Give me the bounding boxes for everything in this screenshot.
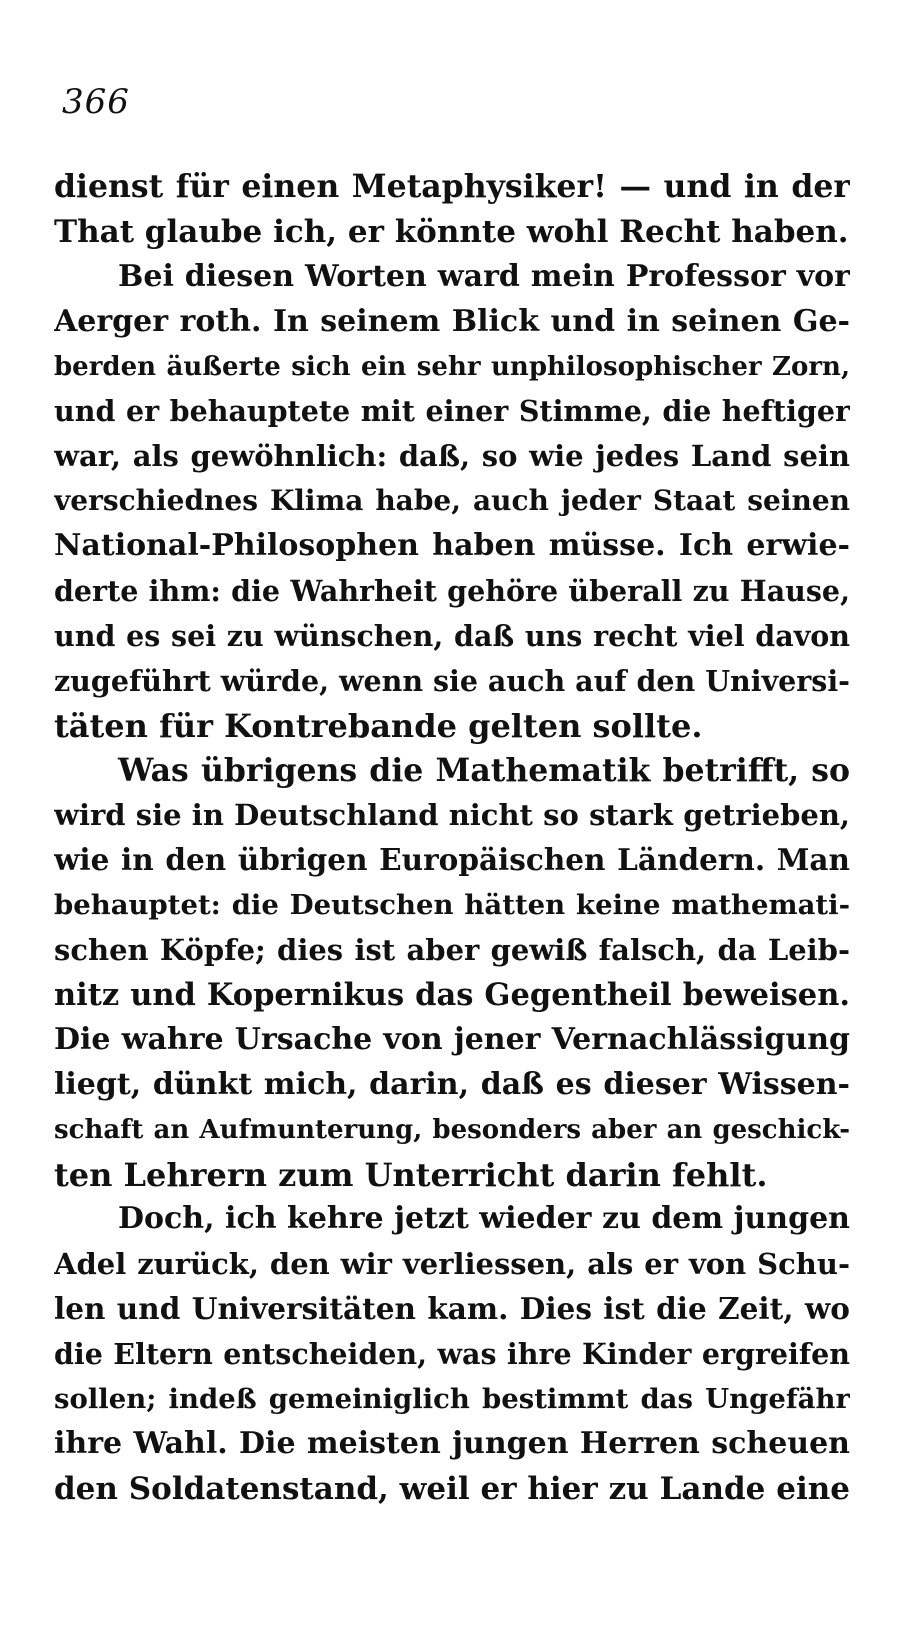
text-line: Aerger roth. In seinem Blick und in seinen Ge- [54,303,850,339]
text-line: That glaube ich, er könnte wohl Recht haben. [54,213,849,250]
text-line: liegt, dünkt mich, darin, daß es dieser Wissen- [54,1066,850,1102]
text-line: täten für Kontrebande gelten sollte. [54,706,703,745]
text-line: schaft an Aufmunterung, besonders aber an geschick- [54,1114,850,1145]
text-line: derte ihm: die Wahrheit gehöre überall zu Hause, [54,574,850,609]
text-line: den Soldatenstand, weil er hier zu Lande eine [54,1470,850,1507]
text-line: wie in den übrigen Europäischen Ländern. Man [54,842,850,878]
body-text [54,165,850,1512]
text-line: wird sie in Deutschland nicht so stark getrieben, [54,798,850,833]
text-line: nitz und Kopernikus das Gegentheil beweisen. [54,977,850,1014]
text-line: Was übrigens die Mathematik betrifft, so [118,751,850,789]
text-line: behauptet: die Deutschen hätten keine mathemati- [54,889,850,922]
text-line: dienst für einen Metaphysiker! — und in der [54,168,850,205]
text-line: und er behauptete mit einer Stimme, die heftiger [54,394,850,429]
text-line: Doch, ich kehre jetzt wieder zu dem jungen [118,1201,850,1237]
text-line: schen Köpfe; dies ist aber gewiß falsch, da Leib- [54,933,850,968]
text-line: Adel zurück, den wir verliessen, als er von Schu- [54,1247,850,1282]
text-line: National-Philosophen haben müsse. Ich erwie- [54,528,850,564]
text-line: war, als gewöhnlich: daß, so wie jedes Land sein [54,439,850,474]
text-line: ten Lehrern zum Unterricht darin fehlt. [54,1155,768,1194]
text-line: die Eltern entscheiden, was ihre Kinder ergreifen [54,1337,850,1372]
text-line: Die wahre Ursache von jener Vernachlässigung [54,1021,850,1057]
page-number: 366 [62,82,130,122]
text-line: und es sei zu wünschen, daß uns recht viel davon [54,618,850,653]
text-line: ihre Wahl. Die meisten jungen Herren scheuen [54,1425,850,1461]
text-line: zugeführt würde, wenn sie auch auf den Universi- [54,663,850,698]
text-line: sollen; indeß gemeiniglich bestimmt das Ungefähr [54,1383,850,1416]
text-line: berden äußerte sich ein sehr unphilosophischer Zorn, [54,351,850,382]
text-line: verschiednes Klima habe, auch jeder Staat seinen [54,484,850,518]
text-line: len und Universitäten kam. Dies ist die Zeit, wo [54,1291,850,1327]
text-line: Bei diesen Worten ward mein Professor vor [118,258,850,294]
